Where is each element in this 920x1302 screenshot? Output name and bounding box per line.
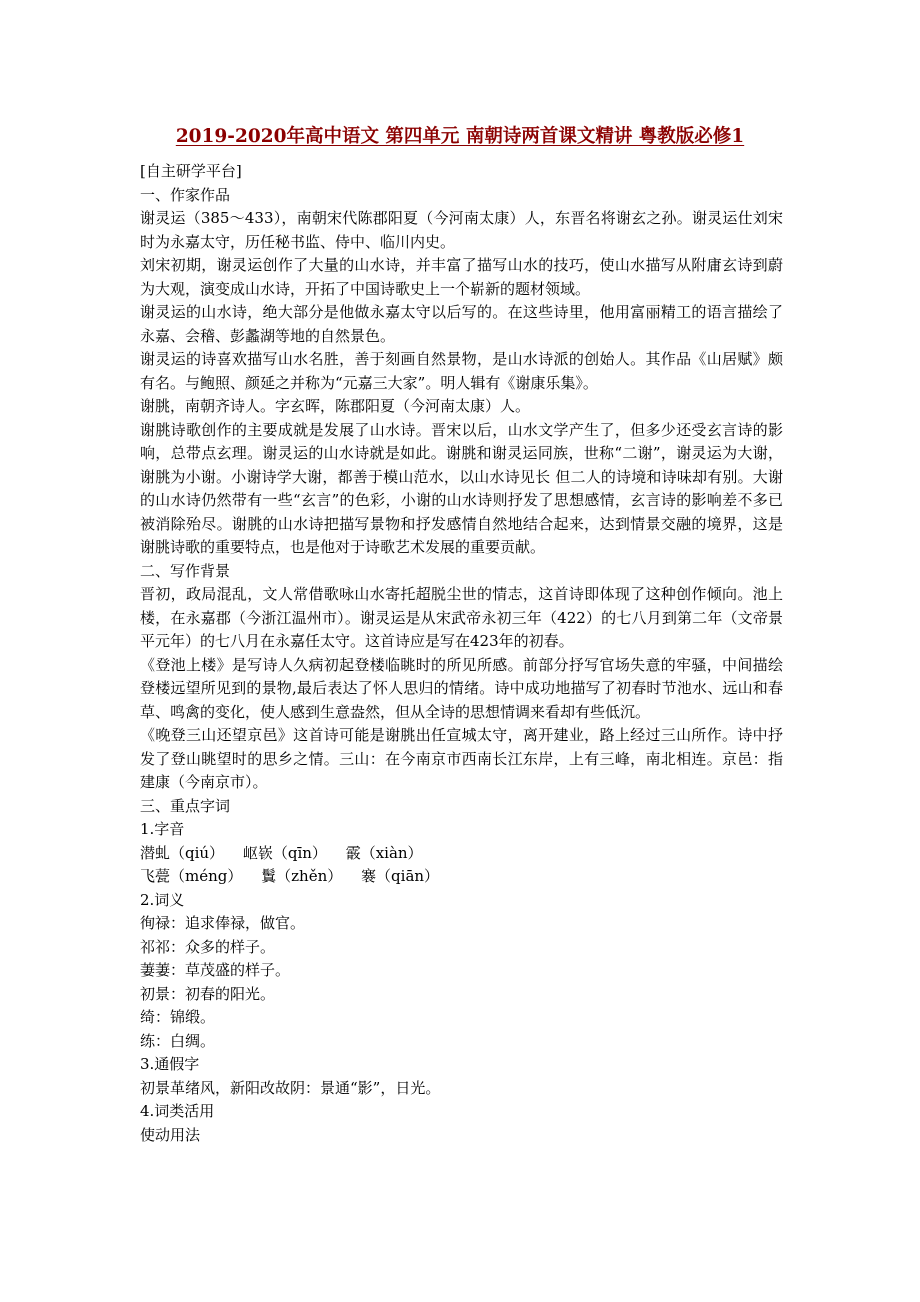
- pinyin-item: 岖嵚（qīn）: [242, 843, 327, 862]
- section-heading-works: 一、作家作品: [140, 185, 231, 204]
- paragraph: 谢灵运（385～433），南朝宋代陈郡阳夏（今河南太康）人，东晋名将谢玄之孙。谢灵运仕刘宋时为永嘉太守，历任秘书监、侍中、临川内史。: [140, 209, 783, 251]
- subheading-loan-characters: 3.通假字: [140, 1055, 200, 1073]
- vocab-item: 初景：初春的阳光。: [140, 984, 276, 1003]
- pinyin-row: [140, 865, 783, 889]
- paragraph: 谢灵运的诗喜欢描写山水名胜，善于刻画自然景物，是山水诗派的创始人。其作品《山居赋》颇有名。与鲍照、颜延之并称为“元嘉三大家”。明人辑有《谢康乐集》。: [140, 350, 783, 392]
- section-heading-vocabulary: 三、重点字词: [140, 796, 231, 815]
- loan-character-item: 初景革绪风，新阳改故阴：景通“影”，日光。: [140, 1078, 441, 1097]
- paragraph: 刘宋初期，谢灵运创作了大量的山水诗，并丰富了描写山水的技巧，使山水描写从附庸玄诗到蔚为大观，演变成山水诗，开拓了中国诗歌史上一个崭新的题材领域。: [140, 256, 783, 298]
- document-title: 2019-2020年高中语文 第四单元 南朝诗两首课文精讲 粤教版必修1: [175, 126, 745, 147]
- pinyin-item: 飞甍（méng）: [140, 867, 243, 885]
- pinyin-item: 潜虬（qiú）: [140, 843, 225, 862]
- platform-label: [自主研学平台]: [140, 162, 242, 180]
- paragraph: 《晚登三山还望京邑》这首诗可能是谢朓出任宣城太守，离开建业，路上经过三山所作。诗中抒发了登山眺望时的思乡之情。三山：在今南京市西南长江东岸，上有三峰，南北相连。京邑：指建康（今南京市）。: [140, 726, 783, 791]
- vocab-item: 练：白绸。: [140, 1031, 216, 1050]
- subheading-meaning: 2.词义: [140, 890, 185, 909]
- vocab-item: 徇禄：追求俸禄，做官。: [140, 914, 306, 932]
- pinyin-row: [140, 842, 783, 866]
- vocab-item: 萋萋：草茂盛的样子。: [140, 961, 291, 979]
- paragraph: 《登池上楼》是写诗人久病初起登楼临眺时的所见所感。前部分抒写官场失意的牢骚，中间描绘登楼远望所见到的景物,最后表达了怀人思归的情绪。诗中成功地描写了初春时节池水、远山和春草、鸣禽的变化，使人感到生意盎然，但从全诗的思想情调来看却有些低沉。: [140, 655, 783, 721]
- vocab-item: 绮：锦缎。: [140, 1008, 216, 1026]
- subheading-word-class: 4.词类活用: [140, 1102, 215, 1120]
- section-heading-background: 二、写作背景: [140, 561, 231, 580]
- subheading-pronunciation: 1.字音: [140, 820, 185, 838]
- pinyin-item: 鬒（zhěn）: [261, 867, 343, 885]
- paragraph: 谢灵运的山水诗，绝大部分是他做永嘉太守以后写的。在这些诗里，他用富丽精工的语言描绘了永嘉、会稽、彭蠡湖等地的自然景色。: [140, 303, 783, 345]
- vocab-item: 祁祁：众多的样子。: [140, 937, 276, 956]
- word-class-item: 使动用法: [140, 1125, 201, 1144]
- document-body: [140, 160, 783, 1147]
- paragraph: 谢朓诗歌创作的主要成就是发展了山水诗。晋宋以后，山水文学产生了，但多少还受玄言诗的影响，总带点玄理。谢灵运的山水诗就是如此。谢朓和谢灵运同族，世称“二谢”，谢灵运为大谢，谢朓为小谢。小谢诗学大谢，都善于模山范水，以山水诗见长 但二人的诗境和诗味却有别。大谢的山水诗仍然带有一些“玄言”的色彩，小谢的山水诗则抒发了思想感情，玄言诗的影响差不多已被消除殆尽。谢朓的山水诗把描写景物和抒发感情自然地结合起来，达到情景交融的境界，这是谢朓诗歌的重要特点，也是他对于诗歌艺术发展的重要贡献。: [140, 420, 783, 556]
- paragraph: 谢朓，南朝齐诗人。字玄晖，陈郡阳夏（今河南太康）人。: [140, 397, 531, 415]
- paragraph: 晋初，政局混乱，文人常借歌咏山水寄托超脱尘世的情志，这首诗即体现了这种创作倾向。池上楼，在永嘉郡（今浙江温州市）。谢灵运是从宋武帝永初三年（422）的七八月到第二年（文帝景平元年）的七八月在永嘉任太守。这首诗应是写在423年的初春。: [140, 585, 783, 650]
- pinyin-item: 褰（qiān）: [361, 867, 440, 885]
- pinyin-item: 霰（xiàn）: [345, 843, 423, 862]
